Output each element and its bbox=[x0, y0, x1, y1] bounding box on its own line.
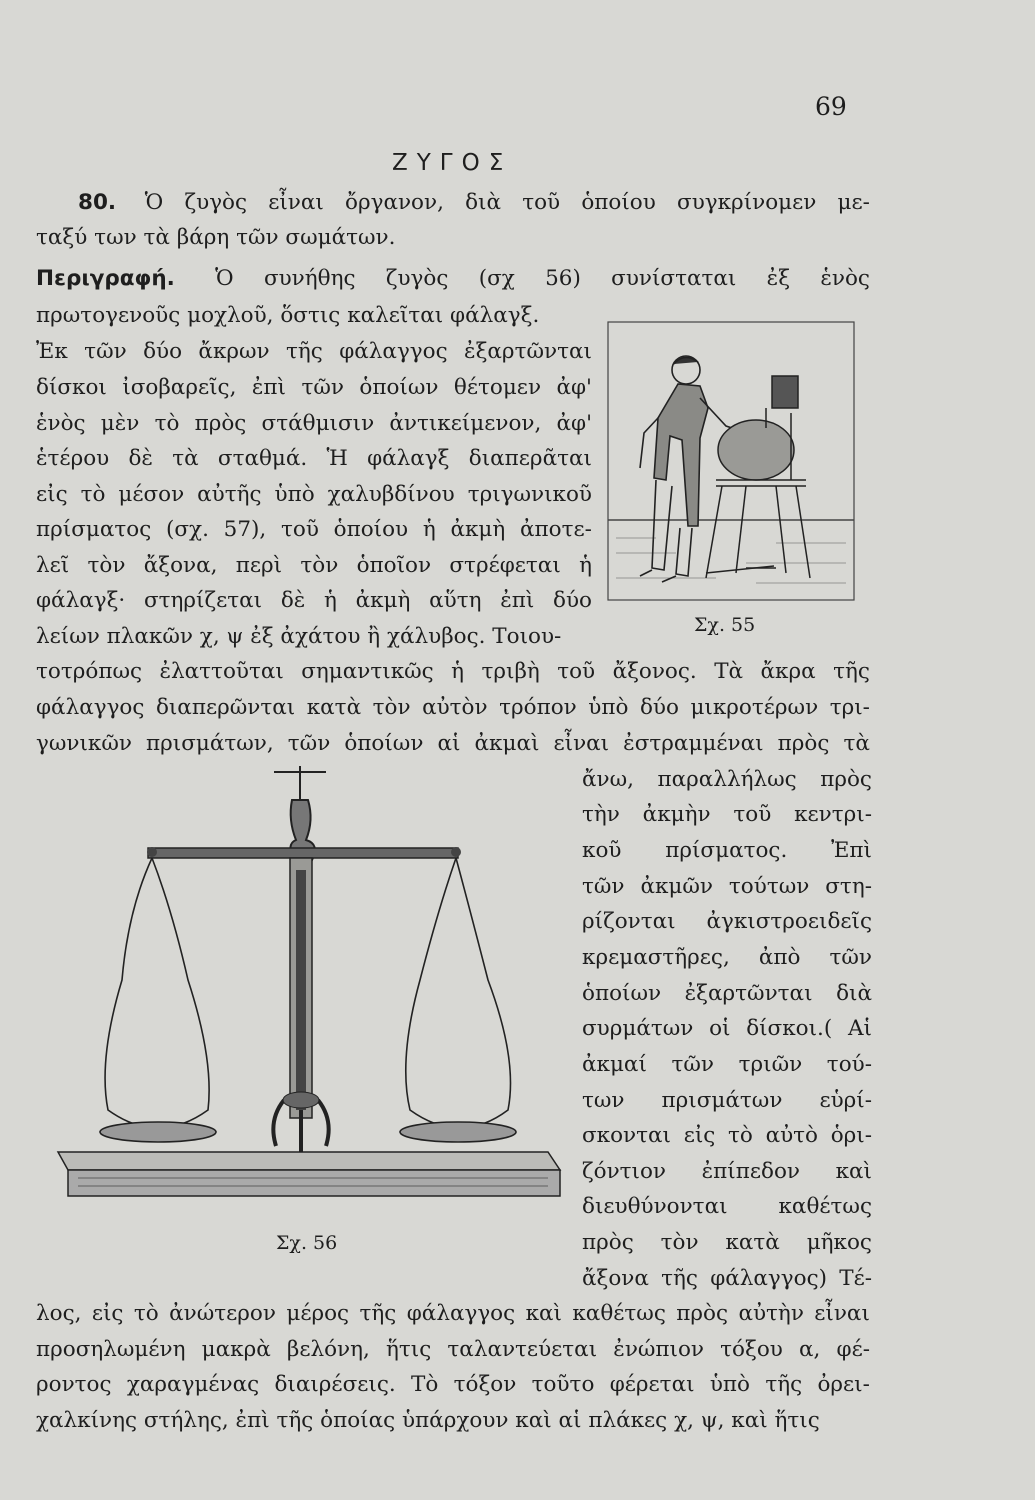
text-line: ἑνὸς μὲν τὸ πρὸς στάθμισιν ἀντικείμενον, ἀφ' bbox=[36, 411, 592, 436]
figure-56-caption: Σχ. 56 bbox=[276, 1232, 338, 1254]
text-line: Ἐκ τῶν δύο ἄκρων τῆς φάλαγγος ἐξαρτῶνται bbox=[36, 339, 592, 364]
section-title: ΖΥΓΟΣ bbox=[392, 150, 513, 176]
text-line: τῶν ἀκμῶν τούτων στη- bbox=[582, 874, 872, 899]
text-line: χαλκίνης στήλης, ἐπὶ τῆς ὁποίας ὑπάρχουν καὶ αἱ πλάκες χ, ψ, καὶ ἥτις bbox=[36, 1408, 820, 1433]
text-line: φάλαγξ· στηρίζεται δὲ ἡ ἀκμὴ αὕτη ἐπὶ δύο bbox=[36, 588, 592, 613]
text-line: ἀκμαί τῶν τριῶν τού- bbox=[582, 1052, 872, 1077]
run-in-heading: Περιγραφή. bbox=[36, 266, 175, 291]
text-line: δίσκοι ἰσοβαρεῖς, ἐπὶ τῶν ὁποίων θέτομεν ἀφ' bbox=[36, 375, 592, 400]
paragraph-number: 80. bbox=[78, 190, 124, 215]
text-line: πρωτογενοῦς μοχλοῦ, ὅστις καλεῖται φάλαγξ. bbox=[36, 303, 540, 328]
page-number: 69 bbox=[815, 92, 847, 121]
figure-56-illustration bbox=[48, 760, 568, 1230]
text-line: συρμάτων οἱ δίσκοι.( Αἱ bbox=[582, 1016, 872, 1041]
text-line: λείων πλακῶν χ, ψ ἐξ ἀχάτου ἢ χάλυβος. Τοιου- bbox=[36, 624, 562, 649]
text-line: πρὸς τὸν κατὰ μῆκος bbox=[582, 1230, 872, 1255]
text-line: ἑτέρου δὲ τὰ σταθμά. Ἡ φάλαγξ διαπερᾶται bbox=[36, 446, 592, 471]
text-line: ἄξονα τῆς φάλαγγος) Τέ- bbox=[582, 1266, 872, 1291]
text-line: εἰς τὸ μέσον αὐτῆς ὑπὸ χαλυβδίνου τριγωνικοῦ bbox=[36, 482, 592, 507]
text-line: κρεμαστῆρες, ἀπὸ τῶν bbox=[582, 945, 872, 970]
text-line: 80. Ὁ ζυγὸς εἶναι ὄργανον, διὰ τοῦ ὁποίου συγκρίνομεν με- bbox=[78, 190, 870, 215]
text-line: ροντος χαραγμένας διαιρέσεις. Τὸ τόξον τοῦτο φέρεται ὑπὸ τῆς ὀρει- bbox=[36, 1372, 870, 1397]
text-line: ὁποίων ἐξαρτῶνται διὰ bbox=[582, 981, 872, 1006]
text-line: ταξύ των τὰ βάρη τῶν σωμάτων. bbox=[36, 225, 396, 250]
text-line: προσηλωμένη μακρὰ βελόνη, ἥτις ταλαντεύεται ἐνώπιον τόξου α, φέ- bbox=[36, 1337, 870, 1362]
text-line: τοτρόπως ἐλαττοῦται σημαντικῶς ἡ τριβὴ τοῦ ἄξονος. Τὰ ἄκρα τῆς bbox=[36, 659, 870, 684]
text-line: ρίζονται ἀγκιστροειδεῖς bbox=[582, 909, 872, 934]
text-line: πρίσματος (σχ. 57), τοῦ ὁποίου ἡ ἀκμὴ ἀποτε- bbox=[36, 517, 592, 542]
text-line: τὴν ἀκμὴν τοῦ κεντρι- bbox=[582, 802, 872, 827]
figure-55-caption: Σχ. 55 bbox=[694, 614, 756, 636]
text-line: λος, εἰς τὸ ἀνώτερον μέρος τῆς φάλαγγος καὶ καθέτως πρὸς αὐτὴν εἶναι bbox=[36, 1301, 870, 1326]
text-line: Περιγραφή. Ὁ συνήθης ζυγὸς (σχ 56) συνίσταται ἐξ ἑνὸς bbox=[36, 266, 870, 291]
text-line: φάλαγγος διαπερῶνται κατὰ τὸν αὐτὸν τρόπον ὑπὸ δύο μικροτέρων τρι- bbox=[36, 695, 870, 720]
text-line: των πρισμάτων εὑρί- bbox=[582, 1088, 872, 1113]
text-line: ζόντιον ἐπίπεδον καὶ bbox=[582, 1159, 872, 1184]
text-line: λεῖ τὸν ἄξονα, περὶ τὸν ὁποῖον στρέφεται ἡ bbox=[36, 553, 592, 578]
text-line: γωνικῶν πρισμάτων, τῶν ὁποίων αἱ ἀκμαὶ εἶναι ἐστραμμέναι πρὸς τὰ bbox=[36, 731, 870, 756]
text-line: ἄνω, παραλλήλως πρὸς bbox=[582, 767, 872, 792]
figure-55-illustration bbox=[596, 318, 866, 608]
text-line: διευθύνονται καθέτως bbox=[582, 1194, 872, 1219]
text-line: σκονται εἰς τὸ αὐτὸ ὁρι- bbox=[582, 1123, 872, 1148]
text-line: κοῦ πρίσματος. Ἐπὶ bbox=[582, 838, 872, 863]
